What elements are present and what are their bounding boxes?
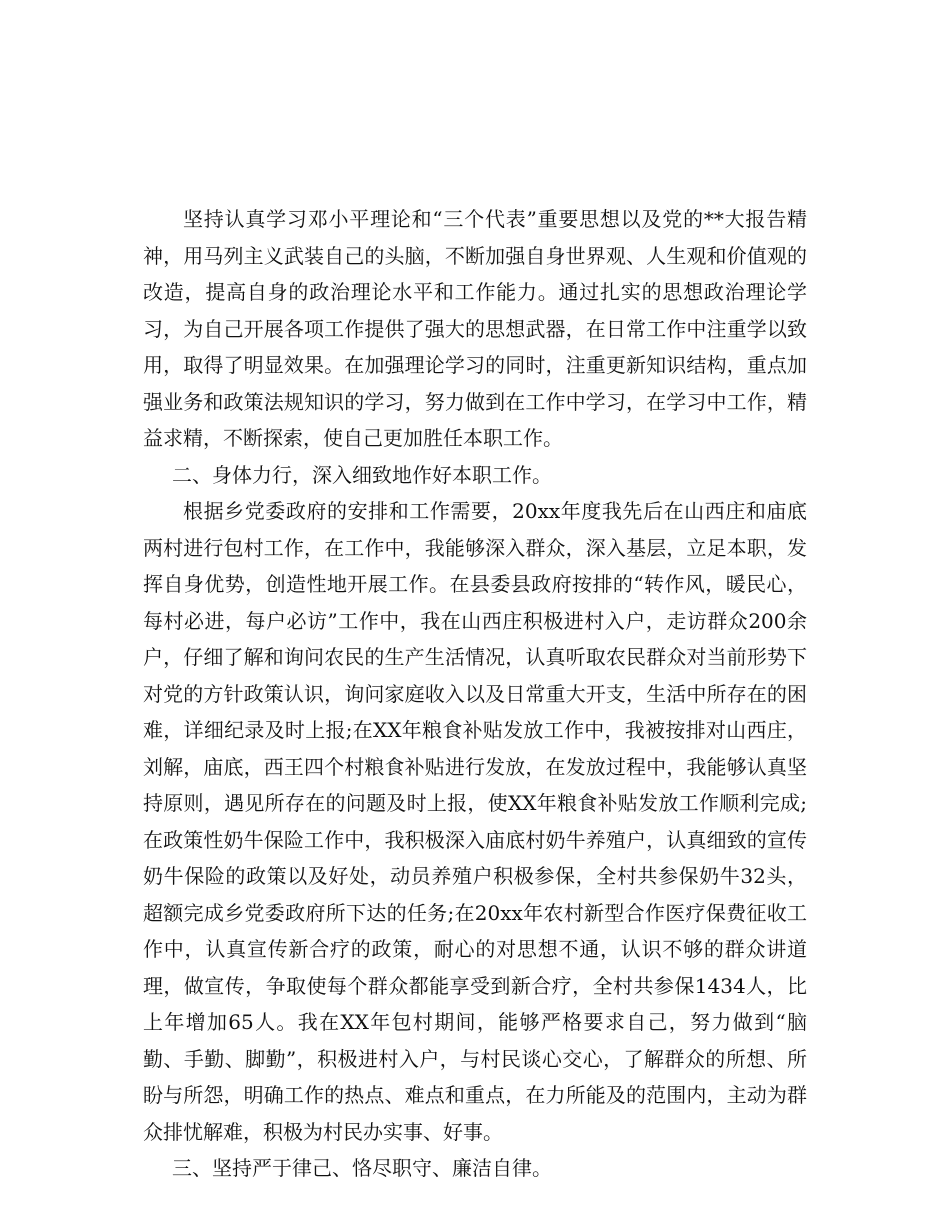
section-heading-two: 二、身体力行，深入细致地作好本职工作。 <box>172 462 552 487</box>
document-body <box>143 201 807 1187</box>
section-heading-three: 三、坚持严于律己、恪尽职守、廉洁自律。 <box>172 1156 552 1180</box>
paragraph-theory-study: 坚持认真学习邓小平理论和“三个代表”重要思想以及党的**大报告精神，用马列主义武装自己的头脑，不断加强自身世界观、人生观和价值观的改造，提高自身的政治理论水平和工作能力。通过扎实的思想政治理论学习，为自己开展各项工作提供了强大的思想武器，在日常工作中注重学以致用，取得了明显效果。在加强理论学习的同时，注重更新知识结构，重点加强业务和政策法规知识的学习，努力做到在工作中学习，在学习中工作，精益求精，不断探索，使自己更加胜任本职工作。 <box>143 207 807 450</box>
paragraph-village-work: 根据乡党委政府的安排和工作需要，20xx年度我先后在山西庄和庙底两村进行包村工作，在工作中，我能够深入群众，深入基层，立足本职，发挥自身优势，创造性地开展工作。在县委县政府按排的“转作风，暖民心，每村必进，每户必访”工作中，我在山西庄积极进村入户，走访群众200余户，仔细了解和询问农民的生产生活情况，认真听取农民群众对当前形势下对党的方针政策认识，询问家庭收入以及日常重大开支，生活中所存在的困难，详细纪录及时上报;在XX年粮食补贴发放工作中，我被按排对山西庄，刘解，庙底，西王四个村粮食补贴进行发放，在发放过程中，我能够认真坚持原则，遇见所存在的问题及时上报，使XX年粮食补贴发放工作顺利完成;在政策性奶牛保险工作中，我积极深入庙底村奶牛养殖户，认真细致的宣传奶牛保险的政策以及好处，动员养殖户积极参保，全村共参保奶牛32头，超额完成乡党委政府所下达的任务;在20xx年农村新型合作医疗保费征收工作中，认真宣传新合疗的政策，耐心的对思想不通，认识不够的群众讲道理，做宣传，争取使每个群众都能享受到新合疗，全村共参保1434人，比上年增加65人。我在XX年包村期间，能够严格要求自己，努力做到“脑勤、手勤、脚勤”，积极进村入户，与村民谈心交心，了解群众的所想、所盼与所怨，明确工作的热点、难点和重点，在力所能及的范围内，主动为群众排忧解难，积极为村民办实事、好事。 <box>143 499 807 1144</box>
